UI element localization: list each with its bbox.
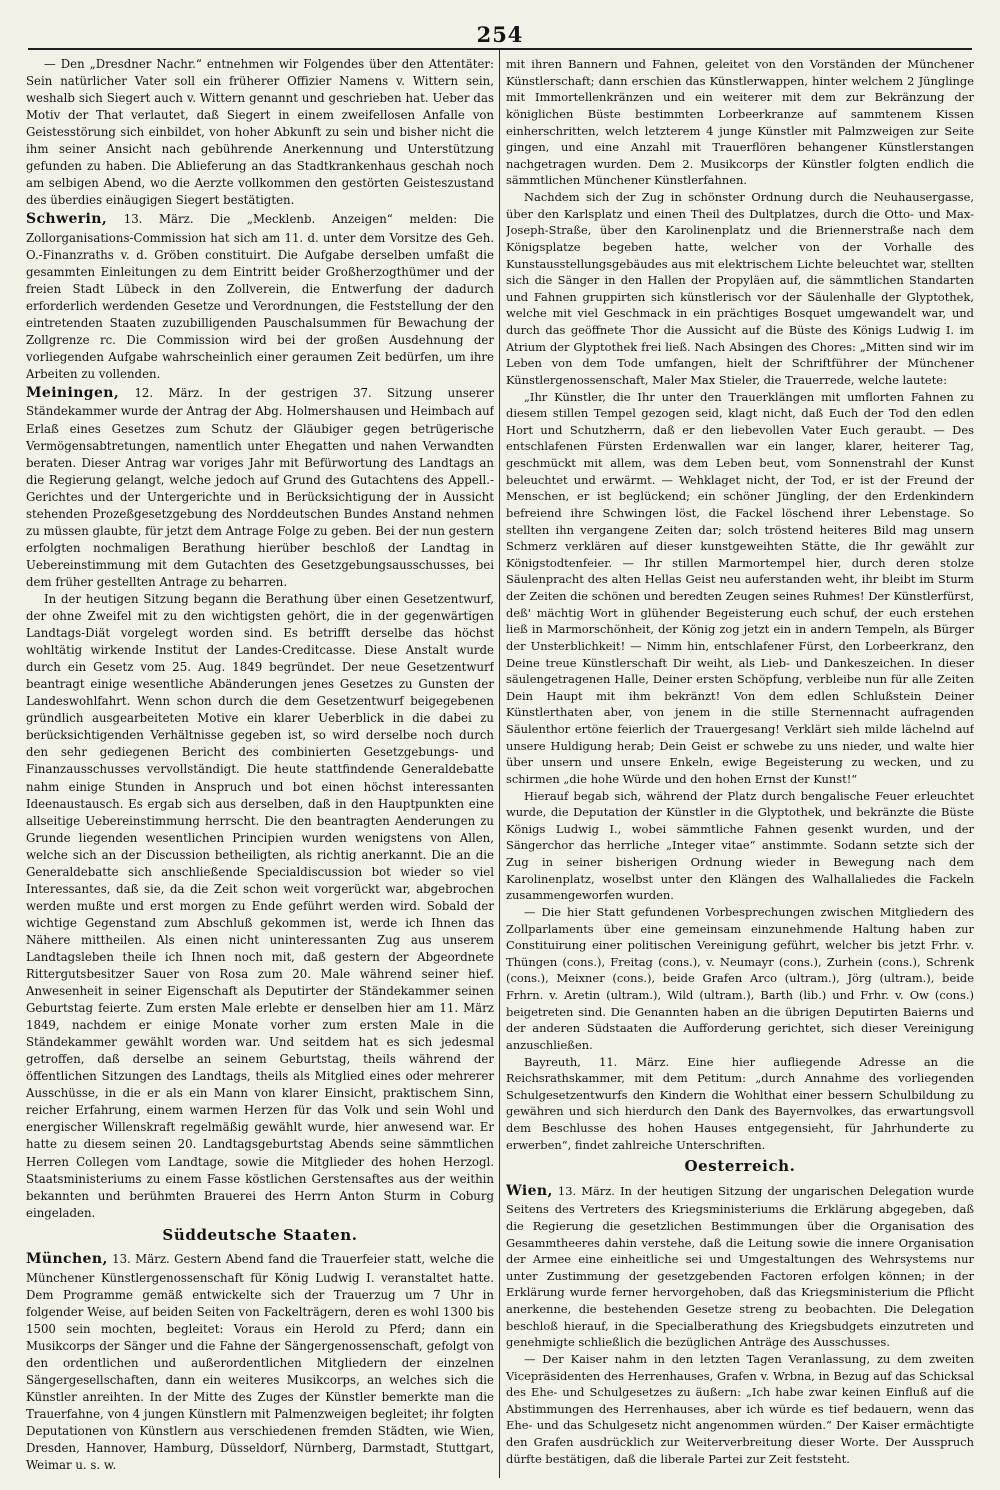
- article-paragraph: [26, 591, 494, 1222]
- paragraph-text: Hierauf begab sich, während der Platz durch bengalische Feuer erleuchtet wurde, die Deputation der Künstler in die Glyptothek, und bekränzte die Büste Königs Ludwig I., wobei sämmtliche Fahnen gesenkt wurden, und der Sängerchor das herrliche „Integer vitae“ anstimmte. Sodann setzte sich der Zug in seiner bisherigen Ordnung wieder in Bewegung nach dem Karolinenplatz, woselbst unter den Klängen des Walhallaliedes die Fackeln zusammengeworfen wurden.: [506, 788, 974, 903]
- article-paragraph: [506, 189, 974, 389]
- paragraph-text: „Ihr Künstler, die Ihr unter den Trauerklängen mit umflorten Fahnen zu diesem stillen Tempel gezogen seid, klagt nicht, daß Euch der Tod den edlen Hort und Schutzherrn, daß er den liebevollen Vater Euch geraubt. — Des entschlafenen Fürsten Erdenwallen war ein langer, klarer, heiterer Tag, geschmückt mit allem, was dem Leben beut, vom Sonnenstrahl der Kunst beleuchtet und erwärmt. — Wehklaget nicht, der Tod, er ist der Freund der Menschen, er ist beglückend; ein schöner Jüngling, der den Erdenkindern befreiend ihre Schwingen löst, die Fackel löschend ihrer Lebenstage. So stellten ihn vergangene Zeiten dar; solch tröstend heiteres Bild mag unsern Schmerz verklären auf dieser kunstgeweihten Stätte, die Ihr gewählt zur Königstodtenfeier. — Ihr stillen Marmortempel hier, durch deren stolze Säulenpracht des alten Hellas Geist neu auferstanden weht, ihr bleibt im Sturm der Zeiten die schönen und beredten Zeugen seines Ruhmes! Der Künstlerfürst, deß' mächtig Wort in glühender Begeisterung euch schuf, der euch erstehen ließ in Marmorschönheit, der König zog jetzt ein in andern Tempeln, als Bürger der Unsterblichkeit! — Nimm hin, entschlafener Fürst, den Lorbeerkranz, den Deine treue Künstlerschaft Dir weiht, als Lieb- und Dankeszeichen. In dieser säulengetragenen Halle, Deiner ersten Schöpfung, verbleibe nun für alle Zeiten Dein Haupt mit ihm bekränzt! Von dem edlen Schlußstein Deiner Künstlerthaten aber, von jenem in die stille Sternennacht aufragenden Säulenthor ertöne feierlich der Trauergesang! Verklärt sieh milde lächelnd auf unsere Huldigung herab; Dein Geist er schwebe zu uns nieder, und walte hier über unsern und unsere Enkeln, ewige Begeisterung zu wecken, und zu schirmen „die hohe Würde und den hohen Ernst der Kunst!“: [506, 389, 974, 786]
- paragraph-text: 12. März. In der gestrigen 37. Sitzung unserer Ständekammer wurde der Antrag der Abg. Holmershausen und Heimbach auf Erlaß eines Gesetzes zum Schutz der Gläubiger gegen betrügerische Vermögensabtretungen, namentlich unter Ehegatten und nahen Verwandten beraten. Dieser Antrag war voriges Jahr mit Befürwortung des Landtags an die Regierung gelangt, welche jedoch auf Grund des Gutachtens des Appell.-Gerichtes und der Untergerichte und in Berücksichtigung der in Aussicht stehenden Prozeßgesetzgebung des Norddeutschen Bundes Anstand nehmen zu müssen glaubte, für jetzt dem Antrage Folge zu geben. Bei der nun gestern erfolgten nochmaligen Berathung hierüber beschloß der Landtag in Uebereinstimmung mit dem Gutachten des Gesetzgebungsausschusses, bei dem früher gestellten Antrage zu beharren.: [26, 386, 494, 589]
- header-rule: [28, 48, 972, 50]
- dateline: Schwerin,: [26, 211, 108, 228]
- article-paragraph: [506, 389, 974, 788]
- article-paragraph: [26, 56, 494, 209]
- paragraph-text: In der heutigen Sitzung begann die Berathung über einen Gesetzentwurf, der ohne Zweifel mit zu den wichtigsten gehört, die in der gegenwärtigen Landtags-Diät vorgelegt worden sind. Es betrifft derselbe das höchst wohltätig wirkende Institut der Landes-Creditcasse. Diese Anstalt wurde durch ein Gesetz vom 25. Aug. 1849 begründet. Der neue Gesetzentwurf beantragt einige wesentliche Abänderungen jenes Gesetzes zu Gunsten der Landeswohlfahrt. Wenn schon durch die dem Gesetzentwurf beigegebenen gründlich ausgearbeiteten Motive ein klarer Ueberblick in die dabei zu berücksichtigenden Verhältnisse gegeben ist, so wird derselbe noch durch den sehr gediegenen Bericht des combinierten Gesetzgebungs- und Finanzausschusses vervollständigt. Die heute stattfindende Generaldebatte nahm einige Stunden in Anspruch und bot einen höchst interessanten Ideenaustausch. Es ergab sich aus derselben, daß in den Hauptpunkten eine allseitige Uebereinstimmung herrscht. Die den beantragten Aenderungen zu Grunde liegenden wesentlichen Principien wurden wenigstens von Allen, welche sich an der Discussion betheiligten, als richtig anerkannt. Die an die Generaldebatte sich anschließende Specialdiscussion bot wieder so viel Interessantes, daß sie, da die Zeit schon weit vorgerückt war, abgebrochen werden mußte und erst morgen zu Ende geführt werden wird. Sobald der wichtige Gegenstand zum Abschluß gekommen ist, werde ich Ihnen das Nähere mittheilen. Als einen nicht uninteressanten Zug aus unserem Landtagsleben theile ich Ihnen noch mit, daß gestern der Abgeordnete Rittergutsbesitzer Sauer von Rosa zum 20. Male während seiner hief. Anwesenheit in seiner Eigenschaft als Deputirter der Ständekammer seinen Geburtstag feierte. Zum ersten Male erlebte er denselben hier am 11. März 1849, nachdem er einige Monate vorher zum ersten Male in die Ständekammer gewählt worden war. Und seitdem hat es sich jedesmal getroffen, daß derselbe an seinem Geburtstag, theils während der öffentlichen Sitzungen des Landtags, theils als Mitglied eines oder mehrerer Ausschüsse, in die er als ein Mann von klarer Einsicht, praktischem Sinn, reicher Erfahrung, einem warmen Herzen für das Volk und sein Wohl und energischer Willenskraft regelmäßig gewählt wurde, hier anwesend war. Er hatte zu diesem seinen 20. Landtagsgeburtstag Abends seine sämmtlichen Herren Collegen vom Landtage, sowie die Mitglieder des hohen Herzogl. Staatsministeriums zu einem Fasse köstlichen Gerstensaftes aus der weithin bekannten und berühmten Brauerei des Herrn Anton Sturm in Coburg eingeladen.: [26, 591, 494, 1220]
- left-column: [26, 56, 494, 1478]
- paragraph-text: 13. März. Gestern Abend fand die Trauerfeier statt, welche die Münchener Künstlergenossenschaft für König Ludwig I. veranstaltet hatte. Dem Programme gemäß entwickelte sich der Trauerzug um 7 Uhr in folgender Weise, auf beiden Seiten von Fackelträgern, deren es wohl 1300 bis 1500 sein mochten, begleitet: Voraus ein Herold zu Pferd; dann ein Musikcorps der Sänger und die Fahne der Sängergenossenschaft, gefolgt von den ordentlichen und außerordentlichen Mitgliedern der einzelnen Sängergesellschaften, dann ein weiteres Musikcorps, an welches sich die Künstler anreihten. In der Mitte des Zuges der Künstler bemerkte man die Trauerfahne, von 4 jungen Künstlern mit Palmenzweigen begleitet; ihr folgten Deputationen von Künstlern aus verschiedenen fremden Städten, wie Wien, Dresden, Hannover, Hamburg, Düsseldorf, Nürnberg, Darmstadt, Stuttgart, Weimar u. s. w.: [26, 1252, 494, 1473]
- section-heading: Süddeutsche Staaten.: [162, 1225, 358, 1244]
- article-paragraph: [506, 56, 974, 189]
- paragraph-text: — Die hier Statt gefundenen Vorbesprechungen zwischen Mitgliedern des Zollparlaments über eine gemeinsam einzunehmende Haltung haben zur Constituirung einer politischen Vereinigung geführt, welcher bis jetzt Frhr. v. Thüngen (cons.), Freitag (cons.), v. Neumayr (cons.), Zurhein (cons.), Schrenk (cons.), Meixner (cons.), beide Grafen Arco (ultram.), Jörg (ultram.), beide Frhrn. v. Aretin (ultram.), Wild (ultram.), Barth (lib.) und Frhr. v. Ow (cons.) beigetreten sind. Die Genannten haben an die übrigen Deputirten Baierns und der anderen Südstaaten die Aufforderung gerichtet, sich dieser Vereinigung anzuschließen.: [506, 904, 974, 1052]
- article-paragraph: [506, 904, 974, 1054]
- paragraph-text: 13. März. In der heutigen Sitzung der ungarischen Delegation wurde Seitens des Vertreters des Kriegsministeriums die Erklärung abgegeben, daß die Regierung die gesetzlichen Bestimmungen über die Organisation des Gesammtheeres dahin verstehe, daß die Leitung sowie die innere Organisation der Armee eine einheitliche sei und Umgestaltungen des Wehrsystems nur unter Zustimmung der gesetzgebenden Factoren erfolgen können; in der Erklärung wurde ferner hervorgehoben, daß das Kriegsministerium die Pflicht anerkenne, die bestehenden Gesetze streng zu beobachten. Die Delegation beschloß hierauf, in die Specialberathung des Kriegsbudgets einzutreten und genehmigte schließlich die bezüglichen Anträge des Ausschusses.: [506, 1184, 974, 1350]
- paragraph-text: 13. März. Die „Mecklenb. Anzeigen“ melden: Die Zollorganisations-Commission hat sich am 11. d. unter dem Vorsitze des Geh. O.-Finanzraths v. d. Gröben constituirt. Die Aufgabe derselben umfaßt die gesammten Einleitungen zu dem Eintritt beider Großherzogthümer und der freien Stadt Lübeck in den Zollverein, die Entwerfung der dadurch erforderlich werdenden Gesetze und Verordnungen, die Feststellung der den eintretenden Staaten zuzubilligenden Pauschalsummen für Bewachung der Zollgrenze rc. Die Commission wird bei der großen Ausdehnung der vorliegenden Aufgabe wahrscheinlich einer geraumen Zeit bedürfen, um ihre Arbeiten zu vollenden.: [26, 212, 494, 382]
- paragraph-text: — Der Kaiser nahm in den letzten Tagen Veranlassung, zu dem zweiten Vicepräsidenten des Herrenhauses, Grafen v. Wrbna, in Bezug auf das Schicksal des Ehe- und Schulgesetzes zu äußern: „Ich habe zwar keinen Einfluß auf die Abstimmungen des Herrenhauses, aber ich würde es tief bedauern, wenn das Ehe- und das Schulgesetz nicht angenommen würden.“ Der Kaiser ermächtigte den Grafen ausdrücklich zur Weiterverbreitung dieser Worte. Der Ausspruch dürfte bestätigen, daß die liberale Partei zur Zeit feststeht.: [506, 1351, 974, 1466]
- article-paragraph: [506, 1181, 974, 1351]
- article-paragraph: [506, 1351, 974, 1467]
- paragraph-text: Bayreuth, 11. März. Eine hier aufliegende Adresse an die Reichsrathskammer, mit dem Petitum: „durch Annahme des vorliegenden Schulgesetzentwurfs den Kindern die Wohlthat einer bessern Schulbildung zu gewähren und sich hierdurch den Dank des Bayernvolkes, das erwartungsvoll dem Beschlusse des hohen Hauses entgegensieht, für Jahrhunderte zu erwerben“, findet zahlreiche Unterschriften.: [506, 1054, 974, 1152]
- dateline: München,: [26, 1251, 108, 1268]
- dateline: Wien,: [506, 1183, 553, 1200]
- paragraph-text: — Den „Dresdner Nachr.“ entnehmen wir Folgendes über den Attentäter: Sein natürlicher Vater soll ein früherer Offizier Namens v. Wittern sein, weshalb sich Siegert auch v. Wittern genannt und geschrieben hat. Ueber das Motiv der That verlautet, daß Siegert in einem zweifellosen Anfalle von Geistesstörung sich einbildet, von hoher Abkunft zu sein und bisher nicht die ihm seiner Ansicht nach gebührende Anerkennung und Unterstützung gefunden zu haben. Die Ablieferung an das Stadtkrankenhaus geschah noch am selbigen Abend, wo die Aerzte vollkommen den gestörten Geisteszustand des überdies einäugigen Siegert bestätigten.: [26, 57, 494, 208]
- dateline: Meiningen,: [26, 385, 120, 402]
- paragraph-text: Nachdem sich der Zug in schönster Ordnung durch die Neuhausergasse, über den Karlsplatz und einen Theil des Dultplatzes, durch die Otto- und Max-Joseph-Straße, über den Karolinenplatz und die Briennerstraße nach dem Königsplatze begeben hatte, welcher von der Vorhalle des Kunstausstellungsgebäudes aus mit elektrischem Lichte beleuchtet war, stellten sich die Sänger in den Hallen der Propyläen auf, die sämmtlichen Standarten und Fahnen gruppirten sich künstlerisch vor der Säulenhalle der Glyptothek, welche mit viel Geschmack in ein prächtiges Bosquet umgewandelt war, und durch das geöffnete Thor die Aussicht auf die Büste des Königs Ludwig I. im Atrium der Glyptothek frei ließ. Nach Absingen des Chores: „Mitten sind wir im Leben von dem Tode umfangen, hielt der Schriftführer der Münchener Künstlergenossenschaft, Maler Max Stieler, die Trauerrede, welche lautete:: [506, 190, 974, 387]
- right-column: [506, 56, 974, 1478]
- section-heading: Oesterreich.: [684, 1157, 796, 1176]
- article-paragraph: [26, 1249, 494, 1474]
- paragraph-text: mit ihren Bannern und Fahnen, geleitet von den Vorständen der Münchener Künstlerschaft; dann erschien das Künstlerwappen, hinter welchem 2 Jünglinge mit Immortellenkränzen und ein weiterer mit dem zur Bekränzung der königlichen Büste bestimmten Lorbeerkranze auf sammtenem Kissen einherschritten, welch letzterem 4 junge Künstler mit Palmzweigen zur Seite gingen, und eine Anzahl mit Trauerflören behangener Künstlerstangen nachgetragen wurden. Dem 2. Musikcorps der Künstler folgten endlich die sämmtlichen Münchener Künstlerfahnen.: [506, 57, 974, 188]
- article-paragraph: [506, 788, 974, 904]
- article-paragraph: [26, 383, 494, 591]
- column-divider: [499, 50, 500, 1478]
- article-paragraph: [26, 209, 494, 383]
- article-paragraph: [506, 1054, 974, 1154]
- page-number: 254: [476, 22, 524, 47]
